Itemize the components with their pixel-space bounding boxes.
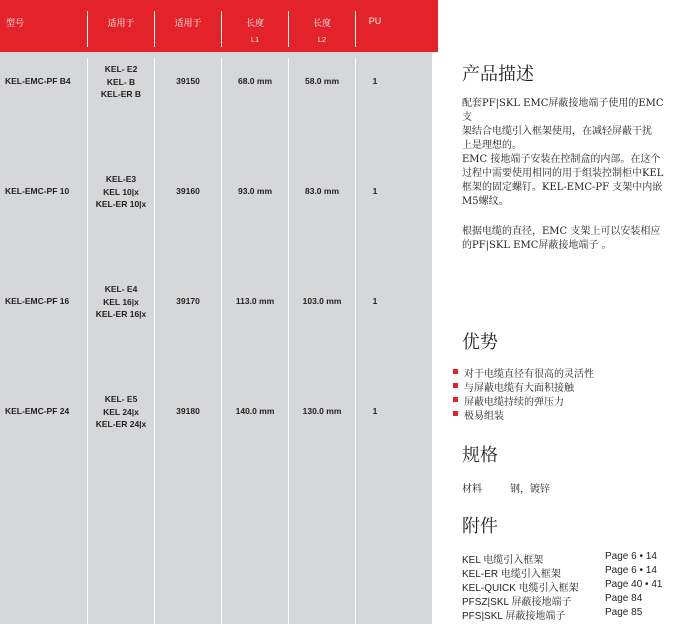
row-length-l1: 140.0 mm <box>235 406 275 416</box>
row-code: 39150 <box>176 76 200 86</box>
description-paragraph: 配套PF|SKL EMC屏蔽接地端子使用的EMC支 架结合电缆引入框架使用，在减轻屏蔽干扰 上是理想的。 <box>462 98 664 151</box>
accessories-title: 附件 <box>462 516 498 537</box>
advantages-title: 优势 <box>462 332 498 353</box>
column-divider <box>87 58 88 624</box>
row-pu: 1 <box>372 186 378 196</box>
row-length-l2: 58.0 mm <box>304 76 340 86</box>
column-divider <box>355 58 356 624</box>
description-title: 产品描述 <box>462 64 534 85</box>
row-fits: KEL- E4 KEL 16|x KEL-ER 16|x <box>95 284 147 319</box>
row-code: 39160 <box>176 186 200 196</box>
row-length-l1: 93.0 mm <box>237 186 273 196</box>
column-divider <box>154 58 155 624</box>
row-length-l2: 83.0 mm <box>304 186 340 196</box>
header-length-l2: 长度 L2 <box>312 18 331 44</box>
bullet-square-icon <box>453 411 458 416</box>
row-pu: 1 <box>372 406 378 416</box>
header-model: 型号 <box>6 18 25 28</box>
bullet-square-icon <box>453 383 458 388</box>
bullet-square-icon <box>453 369 458 374</box>
header-code: 适用于 <box>174 18 202 28</box>
header-fits: 适用于 <box>107 18 135 28</box>
specs-title: 规格 <box>462 445 498 466</box>
advantage-item: 对于电缆直径有很高的灵活性 <box>464 365 594 380</box>
advantage-item: 极易组装 <box>464 407 504 422</box>
row-fits: KEL-E3 KEL 10|x KEL-ER 10|x <box>95 174 147 209</box>
row-pu: 1 <box>372 296 378 306</box>
advantage-item: 屏蔽电缆持续的弹压力 <box>464 393 564 408</box>
row-fits: KEL- E5 KEL 24|x KEL-ER 24|x <box>95 394 147 429</box>
table-header <box>0 0 438 52</box>
row-code: 39170 <box>176 296 200 306</box>
column-divider <box>221 58 222 624</box>
accessory-name: KEL 电缆引入框架 <box>462 555 544 566</box>
accessory-page: Page 84 <box>605 593 643 604</box>
bullet-square-icon <box>453 397 458 402</box>
row-model: KEL-EMC-PF B4 <box>5 76 71 86</box>
header-length-l1: 长度 L1 <box>245 18 264 44</box>
spec-label: 材料 <box>462 484 482 495</box>
row-length-l2: 103.0 mm <box>302 296 342 306</box>
accessory-name: PFS|SKL 屏蔽接地端子 <box>462 611 566 622</box>
accessory-name: PFSZ|SKL 屏蔽接地端子 <box>462 597 572 608</box>
accessory-page: Page 6 • 14 <box>605 565 657 576</box>
accessory-name: KEL-ER 电缆引入框架 <box>462 569 561 580</box>
description-paragraph: EMC 接地端子安装在控制盒的内部。在这个 过程中需要使用相同的用于组装控制柜中KEL 框架的固定螺钉。KEL-EMC-PF 支架中内嵌 M5螺纹。 <box>462 154 664 207</box>
accessory-page: Page 85 <box>605 607 643 618</box>
header-pu: PU <box>368 16 382 26</box>
row-model: KEL-EMC-PF 10 <box>5 186 70 196</box>
row-model: KEL-EMC-PF 16 <box>5 296 70 306</box>
row-length-l1: 68.0 mm <box>237 76 273 86</box>
column-divider <box>288 58 289 624</box>
row-fits: KEL- E2 KEL- B KEL-ER B <box>100 64 142 99</box>
row-length-l2: 130.0 mm <box>302 406 342 416</box>
row-pu: 1 <box>372 76 378 86</box>
row-code: 39180 <box>176 406 200 416</box>
row-length-l1: 113.0 mm <box>235 296 275 306</box>
accessory-page: Page 40 • 41 <box>605 579 663 590</box>
spec-value: 钢，镀锌 <box>510 484 550 495</box>
product-info <box>462 0 680 624</box>
row-model: KEL-EMC-PF 24 <box>5 406 70 416</box>
accessory-page: Page 6 • 14 <box>605 551 657 562</box>
advantage-item: 与屏蔽电缆有大面积接触 <box>464 379 574 394</box>
description-paragraph: 根据电缆的直径，EMC 支架上可以安装相应 的PF|SKL EMC屏蔽接地端子 。 <box>462 226 661 251</box>
accessory-name: KEL-QUICK 电缆引入框架 <box>462 583 579 594</box>
